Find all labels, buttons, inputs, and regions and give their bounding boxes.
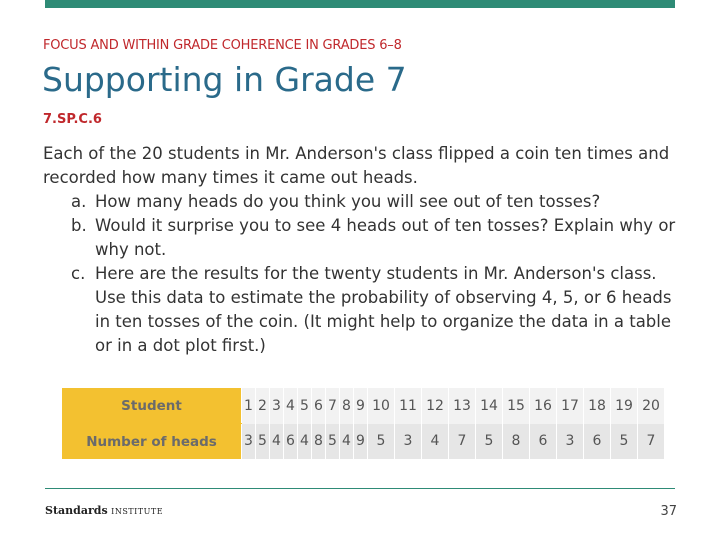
table-row-student bbox=[62, 388, 665, 424]
coin-toss-table bbox=[62, 388, 665, 459]
student-number-cell: 11 bbox=[395, 388, 422, 424]
heads-count-cell: 3 bbox=[242, 424, 256, 460]
student-number-cell: 3 bbox=[270, 388, 284, 424]
question-text: Here are the results for the twenty students in Mr. Anderson's class. Use this data to estimate the probability of observing 4, 5, or 6 heads in ten tosses of the coin. (It might help to organize the data in a table or in a dot plot first.) bbox=[95, 264, 672, 355]
question-marker: b. bbox=[71, 216, 87, 235]
question-item bbox=[43, 190, 683, 214]
heads-count-cell: 5 bbox=[611, 424, 638, 460]
heads-count-cell: 5 bbox=[326, 424, 340, 460]
section-kicker: FOCUS AND WITHIN GRADE COHERENCE IN GRADES 6–8 bbox=[43, 38, 402, 53]
logo-wordmark: Standards bbox=[45, 504, 108, 517]
heads-count-cell: 5 bbox=[368, 424, 395, 460]
standards-institute-logo bbox=[45, 504, 163, 517]
logo-subtitle: INSTITUTE bbox=[111, 507, 164, 516]
student-number-cell: 6 bbox=[312, 388, 326, 424]
heads-count-cell: 5 bbox=[256, 424, 270, 460]
student-number-cell: 16 bbox=[530, 388, 557, 424]
student-number-cell: 9 bbox=[354, 388, 368, 424]
standard-code: 7.SP.C.6 bbox=[43, 112, 102, 127]
heads-count-cell: 4 bbox=[422, 424, 449, 460]
top-accent-bar bbox=[45, 0, 675, 8]
page-number: 37 bbox=[660, 504, 677, 519]
student-number-cell: 14 bbox=[476, 388, 503, 424]
heads-count-cell: 3 bbox=[395, 424, 422, 460]
page-title: Supporting in Grade 7 bbox=[42, 60, 407, 99]
student-number-cell: 15 bbox=[503, 388, 530, 424]
heads-count-cell: 7 bbox=[638, 424, 665, 460]
student-number-cell: 19 bbox=[611, 388, 638, 424]
heads-count-cell: 4 bbox=[298, 424, 312, 460]
student-number-cell: 17 bbox=[557, 388, 584, 424]
heads-count-cell: 6 bbox=[530, 424, 557, 460]
table-row-heads bbox=[62, 424, 665, 460]
heads-count-cell: 8 bbox=[503, 424, 530, 460]
question-list bbox=[43, 190, 683, 358]
student-number-cell: 8 bbox=[340, 388, 354, 424]
heads-count-cell: 5 bbox=[476, 424, 503, 460]
question-text: How many heads do you think you will see out of ten tosses? bbox=[95, 192, 601, 211]
student-number-cell: 10 bbox=[368, 388, 395, 424]
heads-count-cell: 3 bbox=[557, 424, 584, 460]
student-number-cell: 18 bbox=[584, 388, 611, 424]
student-number-cell: 4 bbox=[284, 388, 298, 424]
row-label-heads: Number of heads bbox=[62, 424, 242, 460]
student-number-cell: 5 bbox=[298, 388, 312, 424]
question-item bbox=[43, 214, 683, 262]
student-number-cell: 20 bbox=[638, 388, 665, 424]
footer-divider bbox=[45, 488, 675, 489]
student-number-cell: 12 bbox=[422, 388, 449, 424]
question-marker: a. bbox=[71, 192, 87, 211]
student-number-cell: 13 bbox=[449, 388, 476, 424]
problem-intro: Each of the 20 students in Mr. Anderson's class flipped a coin ten times and recorded how many times it came out heads. bbox=[43, 144, 670, 187]
student-number-cell: 2 bbox=[256, 388, 270, 424]
heads-count-cell: 6 bbox=[284, 424, 298, 460]
heads-count-cell: 6 bbox=[584, 424, 611, 460]
heads-count-cell: 8 bbox=[312, 424, 326, 460]
heads-count-cell: 9 bbox=[354, 424, 368, 460]
student-number-cell: 1 bbox=[242, 388, 256, 424]
row-label-student: Student bbox=[62, 388, 242, 424]
question-item bbox=[43, 262, 683, 358]
student-number-cell: 7 bbox=[326, 388, 340, 424]
question-marker: c. bbox=[71, 264, 86, 283]
heads-count-cell: 4 bbox=[340, 424, 354, 460]
heads-count-cell: 4 bbox=[270, 424, 284, 460]
question-text: Would it surprise you to see 4 heads out of ten tosses? Explain why or why not. bbox=[95, 216, 676, 259]
heads-count-cell: 7 bbox=[449, 424, 476, 460]
